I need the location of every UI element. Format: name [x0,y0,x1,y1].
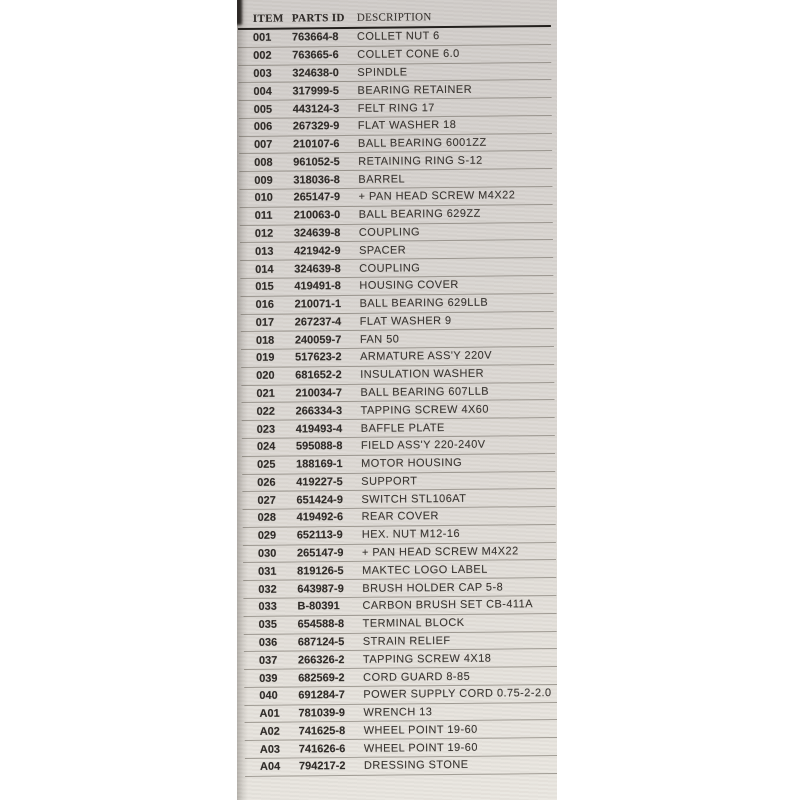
parts-id-cell: 317999-5 [292,84,340,98]
item-cell: 033 [258,601,277,614]
parts-id-cell: 265147-9 [296,547,344,560]
item-cell: 024 [256,441,276,454]
description-cell: FELT RING 17 [357,101,435,115]
item-cell: 028 [257,512,277,525]
description-cell: FIELD ASS'Y 220-240V [360,439,486,453]
item-cell: 009 [254,174,273,187]
description-cell: STRAIN RELIEF [362,634,451,648]
parts-id-cell: 267329-9 [292,120,340,133]
description-cell: CARBON BRUSH SET CB-411A [362,598,534,613]
parts-table [238,0,557,777]
item-cell: 014 [255,263,274,276]
item-cell: A02 [259,725,280,738]
description-cell: TERMINAL BLOCK [362,617,465,631]
parts-list-page [237,0,557,800]
item-cell: 030 [257,547,277,560]
item-cell: 037 [258,654,278,667]
parts-id-cell: 266326-2 [297,653,345,667]
parts-id-cell: 421942-9 [294,244,341,258]
item-cell: 010 [254,192,273,205]
description-cell: FLAT WASHER 9 [359,314,452,328]
parts-id-cell: 691284-7 [298,689,345,702]
description-cell: BAFFLE PLATE [360,421,445,435]
parts-id-cell: 210071-1 [294,298,342,311]
item-cell: 015 [255,281,274,294]
parts-id-cell: 419493-4 [295,422,343,436]
description-cell: BALL BEARING 607LLB [360,385,490,399]
item-cell: 020 [256,369,275,383]
description-cell: POWER SUPPLY CORD 0.75-2-2.0 [363,687,552,702]
description-cell: BALL BEARING 629LLB [359,296,489,310]
parts-id-cell: 741626-6 [298,742,346,756]
parts-id-cell: 961052-5 [293,155,340,169]
parts-id-cell: 651424-9 [296,493,344,507]
item-cell: 007 [253,138,273,151]
description-cell: + PAN HEAD SCREW M4X22 [358,189,516,204]
description-cell: SPINDLE [357,66,408,79]
description-cell: COUPLING [358,226,421,239]
item-cell: 032 [258,583,277,596]
parts-id-cell: 324639-8 [293,227,341,240]
description-cell: WHEEL POINT 19-60 [363,723,478,737]
parts-id-cell: 419492-6 [296,511,344,524]
description-cell: HOUSING COVER [359,279,459,293]
description-cell: BRUSH HOLDER CAP 5-8 [362,581,504,595]
description-cell: INSULATION WASHER [360,367,485,382]
description-cell: BALL BEARING 6001ZZ [357,136,487,150]
item-cell: 016 [255,298,274,311]
item-cell: 017 [255,316,275,329]
parts-id-cell: 781039-9 [298,707,346,720]
table-row [245,756,557,777]
parts-id-cell: B-80391 [297,600,340,613]
item-cell: 022 [256,405,276,418]
header-description: DESCRIPTION [356,11,432,24]
item-cell: 018 [255,334,275,347]
item-cell: 040 [259,689,278,703]
description-cell: TAPPING SCREW 4X18 [362,652,492,666]
description-cell: COLLET NUT 6 [356,30,440,44]
item-cell: A04 [259,761,281,774]
item-cell: 029 [257,529,277,543]
parts-id-cell: 324638-0 [292,67,339,80]
parts-id-cell: 210063-0 [293,209,341,222]
item-cell: 025 [257,458,276,471]
item-cell: 008 [254,156,273,169]
description-cell: REAR COVER [361,510,439,524]
description-cell: CORD GUARD 8-85 [363,670,471,684]
item-cell: 035 [258,618,278,632]
parts-id-cell: 763664-8 [291,31,339,44]
description-cell: HEX. NUT M12-16 [361,528,461,542]
item-cell: 021 [256,387,275,400]
item-cell: A03 [259,743,281,756]
item-cell: 012 [254,227,274,240]
parts-id-cell: 819126-5 [297,564,344,578]
item-cell: 031 [258,565,277,578]
description-cell: WRENCH 13 [363,706,433,719]
description-cell: BARREL [358,173,406,186]
parts-id-cell: 240059-7 [294,333,342,347]
description-cell: MOTOR HOUSING [361,457,463,470]
item-cell: 004 [253,85,272,98]
description-cell: DRESSING STONE [363,759,469,773]
parts-id-cell: 188169-1 [296,458,343,471]
parts-id-cell: 763665-6 [292,49,339,62]
description-cell: COUPLING [359,261,421,275]
item-cell: 019 [256,352,275,365]
parts-id-cell: 681652-2 [295,369,342,382]
item-cell: 039 [259,672,278,685]
description-cell: ARMATURE ASS'Y 220V [360,350,493,364]
description-cell: WHEEL POINT 19-60 [363,741,478,755]
description-cell: SPACER [358,244,407,257]
item-cell: 013 [255,245,274,258]
description-cell: SWITCH STL106AT [361,492,467,506]
item-cell: 002 [253,49,272,63]
description-cell: BALL BEARING 629ZZ [358,207,481,222]
parts-id-cell: 266334-3 [295,404,343,418]
description-cell: TAPPING SCREW 4X60 [360,403,489,417]
parts-id-cell: 318036-8 [293,173,340,187]
parts-id-cell: 595088-8 [295,440,343,453]
parts-id-cell: 267237-4 [294,315,342,329]
parts-id-cell: 682569-2 [298,671,345,684]
header-item: ITEM [252,12,284,25]
item-cell: 001 [252,32,272,45]
description-cell: RETAINING RING S-12 [358,154,483,168]
parts-id-cell: 210107-6 [292,138,340,151]
parts-id-cell: 654588-8 [297,618,345,631]
item-cell: 023 [256,423,276,436]
item-cell: A01 [259,707,280,720]
item-cell: 011 [254,209,273,223]
parts-id-cell: 741625-8 [298,724,346,738]
item-cell: 026 [257,476,276,489]
parts-id-cell: 643987-9 [297,582,344,596]
parts-id-cell: 419227-5 [296,475,343,489]
description-cell: + PAN HEAD SCREW M4X22 [361,545,519,559]
description-cell: MAKTEC LOGO LABEL [362,563,488,577]
table-body [238,27,557,777]
parts-id-cell: 419491-8 [294,280,341,293]
item-cell: 036 [258,636,278,649]
item-cell: 003 [253,67,272,80]
description-cell: SUPPORT [361,475,418,488]
table-header-row [238,0,551,30]
parts-id-cell: 443124-3 [292,102,340,116]
description-cell: FAN 50 [359,333,400,346]
parts-id-cell: 324639-8 [294,262,341,276]
parts-id-cell: 687124-5 [297,635,345,649]
item-cell: 005 [253,103,273,116]
parts-id-cell: 517623-2 [295,351,342,364]
parts-id-cell: 265147-9 [293,191,341,204]
description-cell: COLLET CONE 6.0 [357,48,460,62]
parts-id-cell: 794217-2 [298,760,346,773]
item-cell: 006 [253,120,273,134]
description-cell: BEARING RETAINER [357,83,473,97]
item-cell: 027 [257,494,276,507]
parts-id-cell: 210034-7 [295,387,342,400]
header-parts-id: PARTS ID [291,11,345,25]
parts-id-cell: 652113-9 [296,529,343,542]
description-cell: FLAT WASHER 18 [357,119,457,133]
